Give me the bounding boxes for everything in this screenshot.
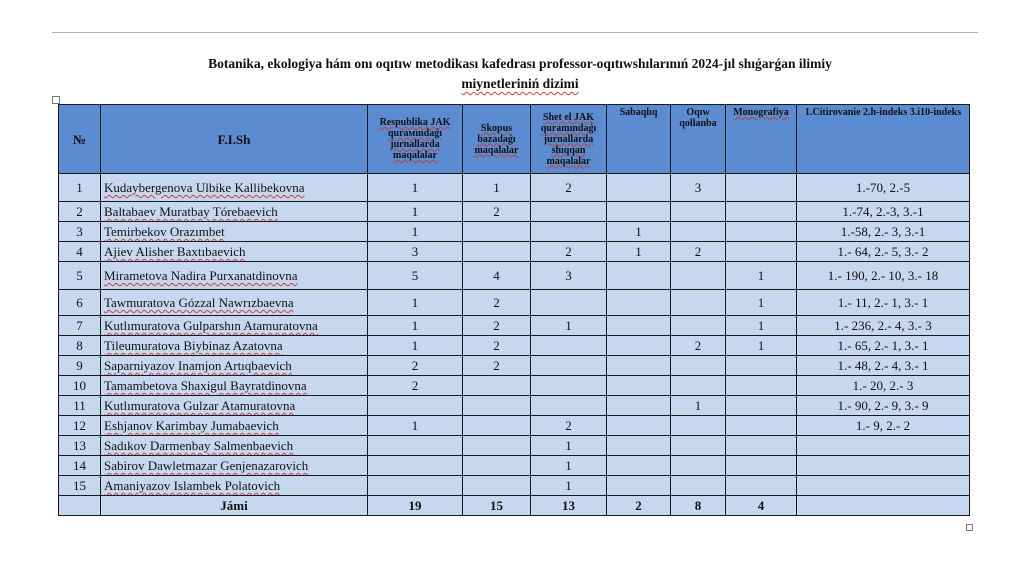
row-sabaqliq — [607, 456, 671, 476]
table-row — [59, 262, 970, 290]
row-citirovanie: 1.- 190, 2.- 10, 3.- 18 — [797, 262, 970, 290]
row-shet — [531, 222, 607, 242]
row-no: 6 — [59, 290, 101, 316]
document-title — [100, 54, 940, 94]
row-no: 15 — [59, 476, 101, 496]
row-respublika: 1 — [368, 316, 463, 336]
row-name: Kutlımuratova Gulzar Atamuratovna — [101, 396, 368, 416]
row-no: 4 — [59, 242, 101, 262]
row-citirovanie — [797, 456, 970, 476]
row-oqiw — [671, 202, 726, 222]
row-skopus — [463, 436, 531, 456]
row-skopus — [463, 416, 531, 436]
row-citirovanie: 1.- 236, 2.- 4, 3.- 3 — [797, 316, 970, 336]
page-top-rule — [52, 32, 978, 33]
row-shet — [531, 202, 607, 222]
row-respublika: 1 — [368, 416, 463, 436]
row-sabaqliq — [607, 396, 671, 416]
row-skopus: 2 — [463, 202, 531, 222]
row-oqiw: 2 — [671, 242, 726, 262]
row-oqiw — [671, 262, 726, 290]
row-sabaqliq — [607, 476, 671, 496]
row-skopus — [463, 476, 531, 496]
row-no: 14 — [59, 456, 101, 476]
row-name: Tamambetova Shaxigul Bayratdinovna — [101, 376, 368, 396]
row-skopus — [463, 222, 531, 242]
row-shet: 2 — [531, 242, 607, 262]
row-no: 8 — [59, 336, 101, 356]
row-sabaqliq — [607, 376, 671, 396]
row-sabaqliq — [607, 436, 671, 456]
row-citirovanie: 1.-58, 2.- 3, 3.-1 — [797, 222, 970, 242]
row-sabaqliq: 1 — [607, 222, 671, 242]
row-oqiw — [671, 456, 726, 476]
row-shet — [531, 290, 607, 316]
table-row — [59, 174, 970, 202]
row-respublika — [368, 436, 463, 456]
table-row — [59, 222, 970, 242]
row-name: Saparniyazov Inamjon Artıqbaevich — [101, 356, 368, 376]
row-name: Kutlımuratova Gulparshın Atamuratovna — [101, 316, 368, 336]
row-skopus: 2 — [463, 316, 531, 336]
row-oqiw — [671, 222, 726, 242]
total-shet: 13 — [531, 496, 607, 516]
table-row — [59, 290, 970, 316]
total-skopus: 15 — [463, 496, 531, 516]
row-respublika — [368, 456, 463, 476]
row-respublika — [368, 476, 463, 496]
row-monografiya — [726, 476, 797, 496]
table-row — [59, 376, 970, 396]
row-shet — [531, 356, 607, 376]
row-monografiya: 1 — [726, 336, 797, 356]
row-skopus: 2 — [463, 290, 531, 316]
total-citirovanie — [797, 496, 970, 516]
row-oqiw — [671, 416, 726, 436]
row-monografiya: 1 — [726, 262, 797, 290]
table-body — [59, 174, 970, 496]
header-respublika: Respublika JAK qurамındaǵı jurnallarda maqalalar — [368, 105, 463, 174]
row-respublika: 1 — [368, 290, 463, 316]
row-respublika: 1 — [368, 202, 463, 222]
table-row — [59, 242, 970, 262]
total-respublika: 19 — [368, 496, 463, 516]
row-sabaqliq — [607, 262, 671, 290]
title-line-1: Botanika, ekologiya hám onı oqıtıw metodikası kafedrası professor-oqıtıwshılarınıń 2024-jıl shıǵarǵan ilimiy — [208, 56, 832, 71]
row-respublika: 2 — [368, 376, 463, 396]
row-oqiw: 3 — [671, 174, 726, 202]
row-monografiya — [726, 396, 797, 416]
row-oqiw — [671, 316, 726, 336]
row-monografiya — [726, 416, 797, 436]
row-shet — [531, 376, 607, 396]
row-skopus: 1 — [463, 174, 531, 202]
row-sabaqliq — [607, 290, 671, 316]
row-oqiw — [671, 376, 726, 396]
row-no: 13 — [59, 436, 101, 456]
row-skopus — [463, 376, 531, 396]
row-citirovanie: 1.- 90, 2.- 9, 3.- 9 — [797, 396, 970, 416]
row-sabaqliq — [607, 356, 671, 376]
row-respublika: 5 — [368, 262, 463, 290]
total-row — [59, 496, 970, 516]
total-sabaqliq: 2 — [607, 496, 671, 516]
row-no: 5 — [59, 262, 101, 290]
row-no: 7 — [59, 316, 101, 336]
row-sabaqliq — [607, 316, 671, 336]
row-name: Tawmuratova Gózzal Nawrızbaevna — [101, 290, 368, 316]
row-oqiw: 2 — [671, 336, 726, 356]
header-fish: F.I.Sh — [101, 105, 368, 174]
row-shet: 3 — [531, 262, 607, 290]
row-name: Amaniyazov Islambek Polatovich — [101, 476, 368, 496]
row-shet: 1 — [531, 456, 607, 476]
table-row — [59, 396, 970, 416]
row-oqiw — [671, 356, 726, 376]
header-citirovanie: 1.Citirovanie 2.h-indeks 3.i10-indeks — [797, 105, 970, 174]
row-name: Sadıkov Darmenbay Salmenbaevich — [101, 436, 368, 456]
header-shet: Shet el JAK quramındaǵı jurnallarda shıqqan maqalalar — [531, 105, 607, 174]
row-skopus: 2 — [463, 356, 531, 376]
row-monografiya — [726, 436, 797, 456]
row-no: 11 — [59, 396, 101, 416]
table-resize-handle-icon[interactable] — [966, 524, 973, 531]
row-sabaqliq — [607, 174, 671, 202]
header-skopus: Skopus bazadaǵı maqalalar — [463, 105, 531, 174]
row-respublika: 1 — [368, 222, 463, 242]
row-sabaqliq — [607, 416, 671, 436]
row-sabaqliq — [607, 202, 671, 222]
row-name: Baltabaev Muratbay Tórebaevich — [101, 202, 368, 222]
row-shet — [531, 396, 607, 416]
row-citirovanie: 1.- 48, 2.- 4, 3.- 1 — [797, 356, 970, 376]
row-skopus — [463, 242, 531, 262]
row-citirovanie: 1.-70, 2.-5 — [797, 174, 970, 202]
row-name: Temirbekov Orazımbet — [101, 222, 368, 242]
row-shet: 1 — [531, 316, 607, 336]
row-no: 3 — [59, 222, 101, 242]
row-citirovanie: 1.- 64, 2.- 5, 3.- 2 — [797, 242, 970, 262]
row-skopus — [463, 456, 531, 476]
table-row — [59, 476, 970, 496]
row-skopus: 2 — [463, 336, 531, 356]
row-oqiw — [671, 290, 726, 316]
row-respublika: 2 — [368, 356, 463, 376]
row-monografiya — [726, 356, 797, 376]
row-citirovanie: 1.- 9, 2.- 2 — [797, 416, 970, 436]
row-skopus: 4 — [463, 262, 531, 290]
row-no: 1 — [59, 174, 101, 202]
row-citirovanie: 1.-74, 2.-3, 3.-1 — [797, 202, 970, 222]
row-respublika — [368, 396, 463, 416]
row-citirovanie: 1.- 11, 2.- 1, 3.- 1 — [797, 290, 970, 316]
row-citirovanie: 1.- 65, 2.- 1, 3.- 1 — [797, 336, 970, 356]
row-no: 2 — [59, 202, 101, 222]
row-monografiya: 1 — [726, 290, 797, 316]
total-oqiw: 8 — [671, 496, 726, 516]
row-respublika: 3 — [368, 242, 463, 262]
table-row — [59, 336, 970, 356]
header-no: № — [59, 105, 101, 174]
row-name: Sabirov Dawletmazar Genjenazarovich — [101, 456, 368, 476]
row-monografiya: 1 — [726, 316, 797, 336]
row-citirovanie: 1.- 20, 2.- 3 — [797, 376, 970, 396]
row-monografiya — [726, 174, 797, 202]
table-row — [59, 436, 970, 456]
total-no — [59, 496, 101, 516]
row-no: 10 — [59, 376, 101, 396]
row-name: Mirametova Nadira Purxanatdinovna — [101, 262, 368, 290]
row-respublika: 1 — [368, 336, 463, 356]
table-header-row — [59, 105, 970, 174]
header-oqiw: Oqıw qollanba — [671, 105, 726, 174]
row-sabaqliq — [607, 336, 671, 356]
table-move-handle-icon[interactable] — [52, 96, 60, 104]
row-monografiya — [726, 456, 797, 476]
row-name: Kudaybergenova Ulbike Kallibekovna — [101, 174, 368, 202]
row-oqiw: 1 — [671, 396, 726, 416]
table-row — [59, 316, 970, 336]
title-line-2: miynetleriniń dizimi — [461, 76, 579, 91]
row-no: 12 — [59, 416, 101, 436]
row-citirovanie — [797, 436, 970, 456]
publications-table — [58, 104, 970, 516]
row-monografiya — [726, 376, 797, 396]
row-shet: 2 — [531, 174, 607, 202]
row-no: 9 — [59, 356, 101, 376]
row-name: Ajiev Alisher Baxtıbaevich — [101, 242, 368, 262]
row-shet: 2 — [531, 416, 607, 436]
row-name: Tileumuratova Biybinaz Azatovna — [101, 336, 368, 356]
header-monografiya: Monografiya — [726, 105, 797, 174]
row-respublika: 1 — [368, 174, 463, 202]
row-shet: 1 — [531, 436, 607, 456]
total-label: Jámi — [101, 496, 368, 516]
row-monografiya — [726, 202, 797, 222]
row-oqiw — [671, 436, 726, 456]
table-row — [59, 202, 970, 222]
table-row — [59, 456, 970, 476]
row-monografiya — [726, 222, 797, 242]
row-citirovanie — [797, 476, 970, 496]
row-skopus — [463, 396, 531, 416]
table-row — [59, 356, 970, 376]
row-name: Eshjanov Karimbay Jumabaevich — [101, 416, 368, 436]
row-shet — [531, 336, 607, 356]
row-shet: 1 — [531, 476, 607, 496]
row-monografiya — [726, 242, 797, 262]
total-monografiya: 4 — [726, 496, 797, 516]
row-sabaqliq: 1 — [607, 242, 671, 262]
row-oqiw — [671, 476, 726, 496]
table-row — [59, 416, 970, 436]
header-sabaqliq: Sabaqlıq — [607, 105, 671, 174]
